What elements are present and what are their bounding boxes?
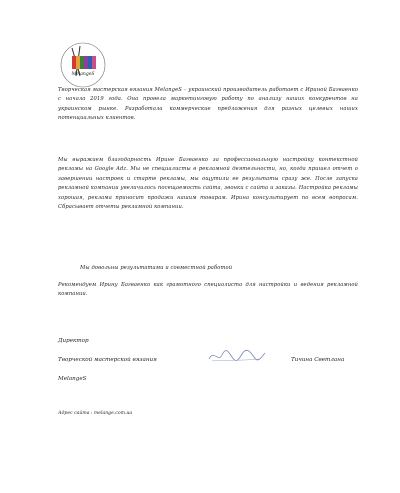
signatory-org-line1: Творческой мастерской вязания [58,357,157,363]
signatory-name: Тичина Светлана [291,357,345,363]
logo-text: MelangeS [71,72,95,77]
handwritten-signature [206,345,268,367]
signatory-title: Директор [58,338,89,344]
website-address: Адрес сайта : melange.com.ua [58,411,133,416]
signatory-org-line2: MelangeS [58,376,87,382]
paragraph-satisfaction: Мы довольны результатами и совместной работой [80,265,233,271]
paragraph-gratitude: Мы выражаем благодарность Ирине Багваенко за профессиональную настройку контекстной рекламы на Google Adz. Мы не специалисты в рекламной деятельности, но, когда пришел отчет о завершении настроек и старте рекламы, мы ощутили ее результаты сразу же. После запуска рекламной компании увеличилось посещаемость сайта, звонки с сайта и заказы. Настройка рекламы хорошая, реклама приносит продажи нашим товарам. Ирина консультирует по всем вопросам. Сбрасывает отчеты рекламной компании. [58,157,358,211]
company-logo [58,40,108,90]
paragraph-intro: Творческая мастерская вязания MelangeS – украинский производитель работает с Ириной Багваенко с начала 2019 года. Она провела маркетинговую работу по анализу наших конкурентов на украинском рынке. Разработала коммерческие предложения для разных целевых наших потенциальных клиентов. [58,87,358,122]
paragraph-recommendation: Рекомендуем Ирину Багваенко как грамотного специалиста для настройки и ведения рекламной компании. [58,282,358,298]
